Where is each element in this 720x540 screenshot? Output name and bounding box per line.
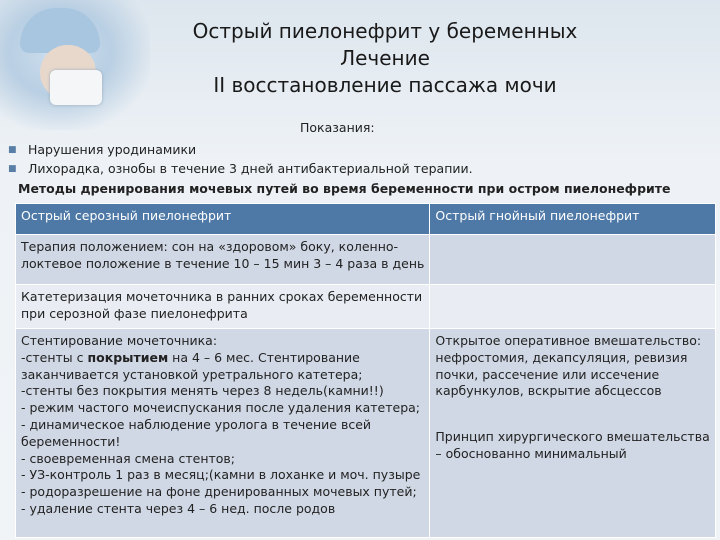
- cell-line: Принцип хирургического вмешательства: [435, 429, 710, 445]
- cell-line: при серозной фазе пиелонефрита: [21, 305, 248, 321]
- indications-list: [4, 140, 473, 178]
- cell-line: карбункулов, вскрытие абсцессов: [435, 383, 662, 399]
- cell-line: - режим частого мочеиспускания после удаления катетера;: [21, 400, 420, 416]
- table-row: [16, 285, 716, 329]
- table-cell: [430, 329, 715, 538]
- cell-text-bold: покрытием: [87, 349, 169, 365]
- bullet-icon: ■: [8, 163, 17, 174]
- cell-line: беременности!: [21, 433, 121, 449]
- bullet-text: Нарушения уродинамики: [28, 142, 197, 157]
- list-item: [4, 159, 473, 178]
- cell-line: - своевременная смена стентов;: [21, 450, 235, 466]
- spacer: [435, 400, 709, 429]
- bullet-text: Лихорадка, ознобы в течение 3 дней антибактериальной терапии.: [28, 161, 473, 176]
- cell-line: нефростомия, декапсуляция, ревизия: [435, 349, 688, 365]
- cell-text: -стенты с: [21, 349, 88, 365]
- cell-line: заканчивается установкой уретрального катетера;: [21, 366, 363, 382]
- header-serous: Острый серозный пиелонефрит: [16, 204, 430, 235]
- surgeon-photo: [0, 0, 150, 130]
- cell-line: - УЗ-контроль 1 раз в месяц;(камни в лоханке и моч. пузыре: [21, 467, 421, 483]
- cell-line: почки, рассечение или иссечение: [435, 366, 660, 382]
- cell-line: локтевое положение в течение 10 – 15 мин 3 – 4 раза в день: [21, 255, 425, 271]
- indications-label: Показания:: [300, 120, 375, 135]
- table-cell: [16, 329, 430, 538]
- cell-line: - удаление стента через 4 – 6 нед. после родов: [21, 500, 336, 516]
- bullet-icon: ■: [8, 144, 17, 155]
- list-item: [4, 140, 473, 159]
- title-line-3: II восстановление пассажа мочи: [213, 73, 557, 97]
- table-cell-empty: [430, 285, 715, 329]
- cell-line: Стентирование мочеточника:: [21, 333, 218, 348]
- table-row: [16, 235, 716, 285]
- cell-line: - динамическое наблюдение уролога в течение всей: [21, 416, 372, 432]
- cell-line: – обоснованно минимальный: [435, 445, 627, 461]
- table-cell: [16, 285, 430, 329]
- cell-line: Терапия положением: сон на «здоровом» боку, коленно-: [21, 239, 399, 254]
- treatment-table: [15, 203, 716, 538]
- surgical-mask: [50, 70, 102, 105]
- methods-heading: Методы дренирования мочевых путей во время беременности при остром пиелонефрите: [18, 181, 671, 196]
- cell-line: Катетеризация мочеточника в ранних сроках беременности: [21, 289, 423, 304]
- table-header-row: [16, 204, 716, 235]
- table-cell-empty: [430, 235, 715, 285]
- cell-line: Открытое оперативное вмешательство:: [435, 333, 702, 348]
- table-row: [16, 329, 716, 538]
- title-line-1: Острый пиелонефрит у беременных: [192, 19, 578, 43]
- title-line-2: Лечение: [340, 46, 430, 70]
- slide-title: [150, 18, 620, 99]
- header-purulent: Острый гнойный пиелонефрит: [430, 204, 715, 235]
- cell-text: на 4 – 6 мес. Стентирование: [168, 349, 360, 365]
- cell-line: - родоразрешение на фоне дренированных мочевых путей;: [21, 484, 417, 500]
- cell-line: -стенты без покрытия менять через 8 недель(камни!!): [21, 383, 384, 399]
- cell-line: [21, 350, 424, 367]
- table-cell: [16, 235, 430, 285]
